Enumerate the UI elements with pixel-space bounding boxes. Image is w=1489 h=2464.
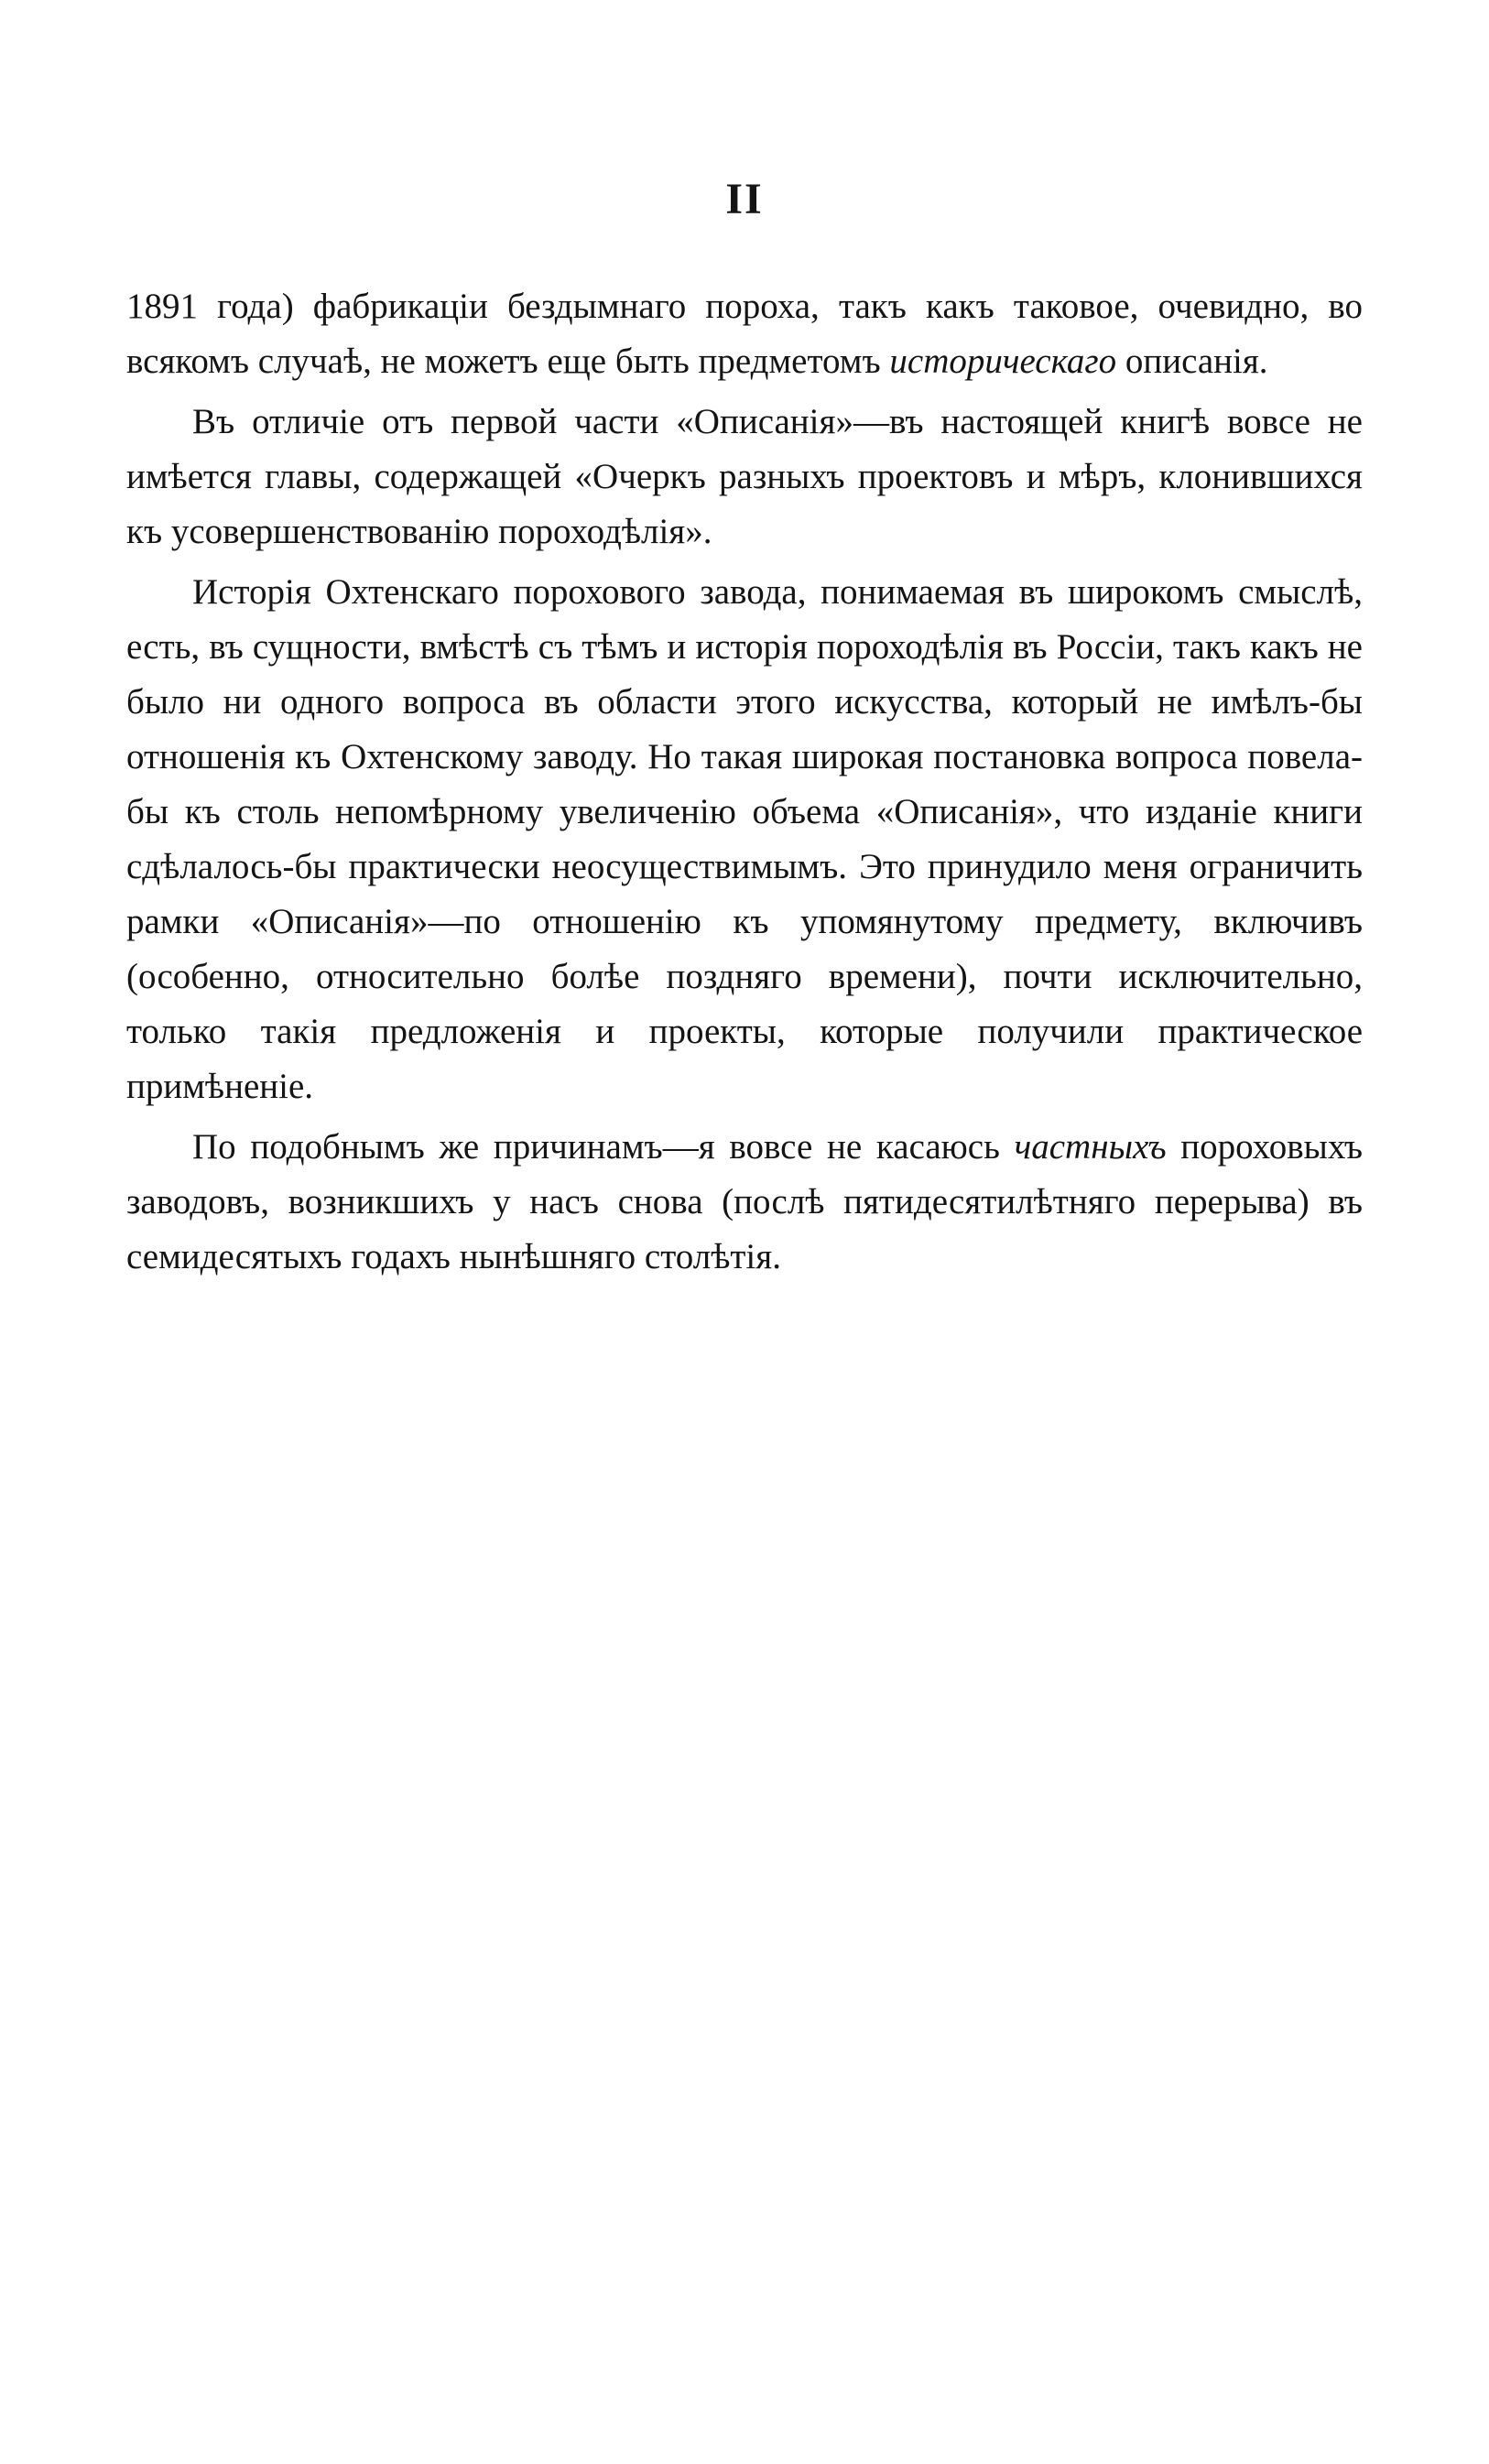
paragraph-3: Исторія Охтенскаго порохового завода, понимаемая въ широкомъ смыслѣ, есть, въ сущности, вмѣстѣ съ тѣмъ и исторія пороходѣлія въ Россіи, такъ какъ не было ни одного вопроса въ области этого искусства, который не имѣлъ-бы отношенія къ Охтенскому заводу. Но такая широкая постановка вопроса повела-бы къ столь непомѣрному увеличенію объема «Описанія», что изданіе книги сдѣлалось-бы практически неосуществимымъ. Это принудило меня ограничить рамки «Описанія»—по отношенію къ упомянутому предмету, включивъ (особенно, относительно болѣе поздняго времени), почти исключительно, только такія предложенія и проекты, которые получили практическое примѣненіе. xyxy=(126,572,1363,1106)
paragraph-1-text-b: описанія. xyxy=(1116,342,1268,381)
paragraph-4-text-a: По подобнымъ же причинамъ—я вовсе не касаюсь xyxy=(192,1127,1015,1167)
paragraph-1 xyxy=(126,279,1363,389)
page-number: II xyxy=(725,175,764,223)
paragraph-1-italic: историческаго xyxy=(889,342,1117,381)
paragraph-4-italic: частныхъ xyxy=(1014,1127,1167,1167)
paragraph-4-text-b: пороховыхъ заводовъ, возникшихъ у насъ снова (послѣ пятидесятилѣтняго перерыва) въ семидесятыхъ годахъ нынѣшняго столѣтія. xyxy=(126,1127,1364,1276)
body-text xyxy=(126,279,1363,1290)
paragraph-4 xyxy=(126,1120,1363,1285)
paragraph-2: Въ отличіе отъ первой части «Описанія»—въ настоящей книгѣ вовсе не имѣется главы, содержащей «Очеркъ разныхъ проектовъ и мѣръ, клонившихся къ усовершенствованію пороходѣлія». xyxy=(126,402,1363,551)
paragraph-1-text-a: 1891 года) фабрикаціи бездымнаго пороха, такъ какъ таковое, очевидно, во всякомъ случаѣ, не можетъ еще быть предметомъ xyxy=(126,287,1363,381)
